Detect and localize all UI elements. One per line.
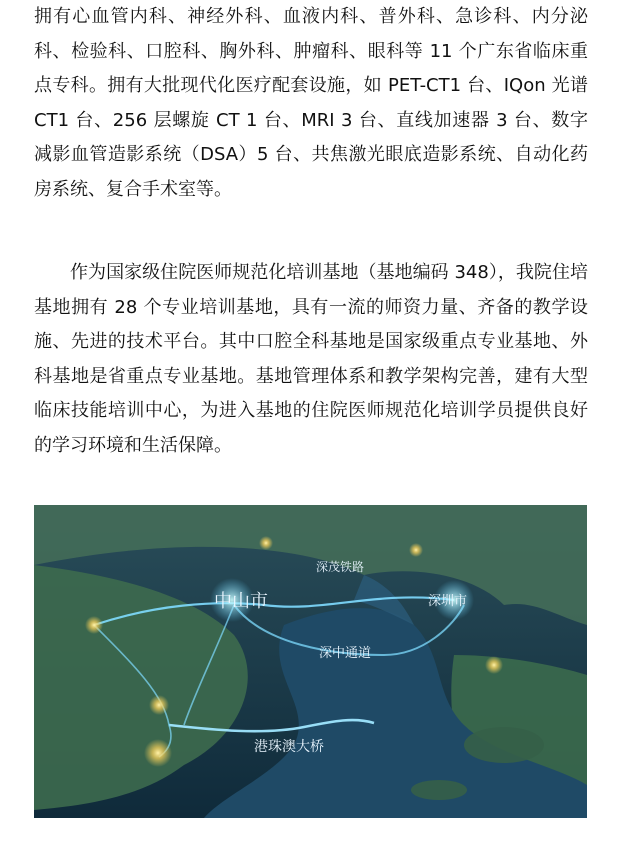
shenmao-railway-label: 深茂铁路 — [316, 560, 365, 574]
city-glow-marker — [259, 536, 273, 550]
city-glow-marker — [149, 695, 169, 715]
paragraph-1: 拥有心血管内科、神经外科、血液内科、普外科、急诊科、内分泌科、检验科、口腔科、胸外科、肿瘤科、眼科等 11 个广东省临床重点专科。拥有大批现代化医疗配套设施，如 PET-CT1 台、IQon 光谱 CT1 台、256 层螺旋 CT 1 台、MRI 3 台、直线加速器 3 台、数字减影血管造影系统（DSA）5 台、共焦激光眼底造影系统、自动化药房系统、复合手术室等。 — [34, 6, 588, 200]
map-illustration — [34, 505, 587, 818]
city-glow-marker — [144, 739, 172, 767]
greater-bay-area-map-figure — [34, 505, 587, 818]
paragraph-2: 作为国家级住院医师规范化培训基地（基地编码 348），我院住培基地拥有 28 个专业培训基地，具有一流的师资力量、齐备的教学设施、先进的技术平台。其中口腔全科基地是国家级重点专业基地、外科基地是省重点专业基地。基地管理体系和教学架构完善，建有大型临床技能培训中心，为进入基地的住院医师规范化培训学员提供良好的学习环境和生活保障。 — [34, 262, 588, 456]
island — [464, 727, 544, 763]
island — [411, 780, 467, 800]
shenzhen-label: 深圳市 — [428, 594, 468, 609]
city-glow-marker — [485, 656, 503, 674]
zhongshan-label: 中山市 — [214, 591, 268, 612]
hzm-bridge-label: 港珠澳大桥 — [254, 739, 324, 755]
shenzhong-channel-label: 深中通道 — [319, 646, 372, 661]
city-glow-marker — [409, 543, 423, 557]
city-glow-marker — [85, 616, 103, 634]
